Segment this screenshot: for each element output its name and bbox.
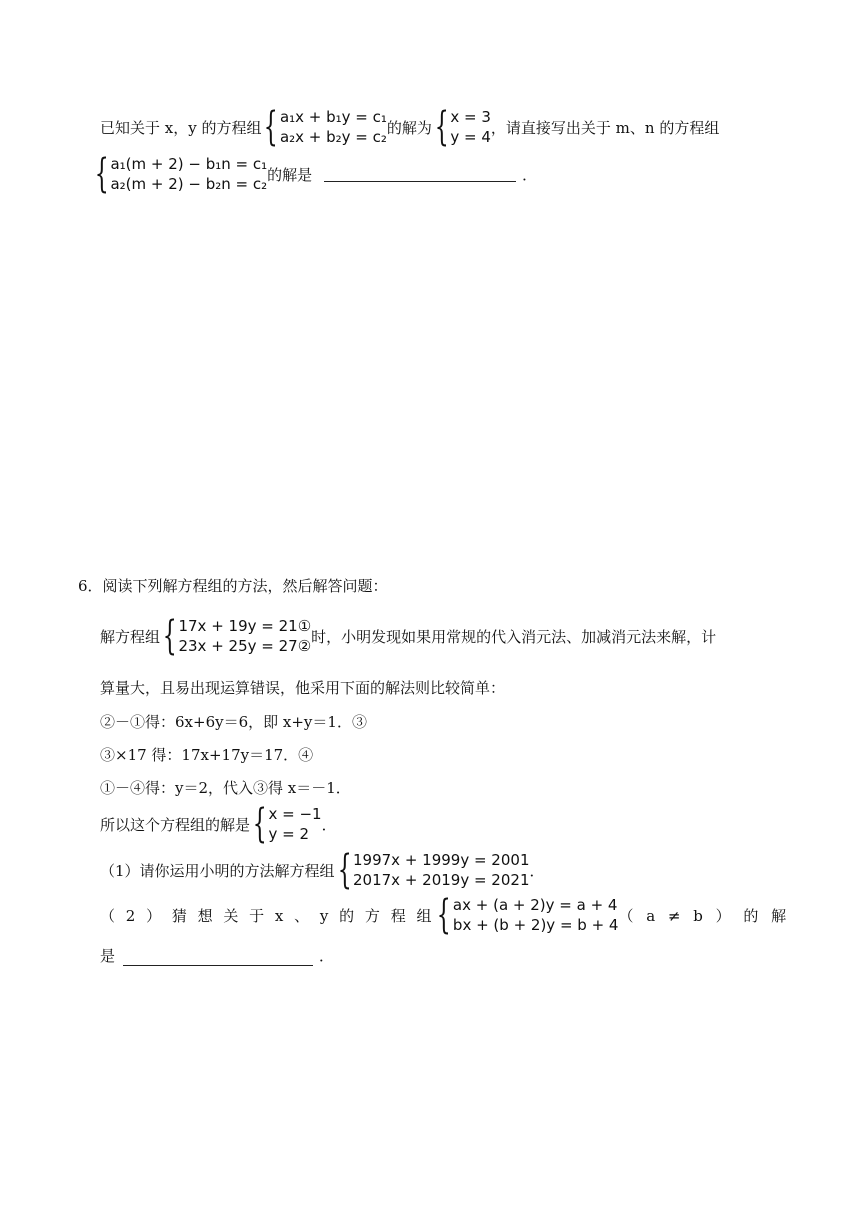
q6-result-text: 所以这个方程组的解是 [100, 815, 251, 834]
q6-answer-blank[interactable] [123, 951, 313, 966]
q5-system2-row2: y = 4 [450, 128, 491, 146]
q5-line1 [100, 104, 720, 150]
q6-result-line [100, 803, 337, 845]
q5-answer-blank[interactable] [324, 167, 516, 182]
brace-icon: { [437, 892, 452, 938]
brace-icon: { [434, 104, 449, 150]
q6-result-system [250, 801, 322, 847]
q5-system2 [432, 104, 491, 150]
q5-system2-row1: x = 3 [450, 108, 491, 126]
q6-part2-line2-text: 是 [100, 947, 116, 965]
brace-icon: { [264, 104, 279, 150]
q6-part2-cond: （ a ≠ b ） 的 解 [618, 906, 791, 925]
q6-part2-line2 [100, 945, 334, 966]
q6-part2-system [434, 892, 619, 938]
q6-step1: ②－①得：6x+6y＝6，即 x+y＝1．③ [100, 713, 367, 731]
q6-result-end: ． [321, 815, 337, 834]
q5-text3: ，请直接写出关于 m、n 的方程组 [490, 118, 720, 137]
q6-main-system-row2: 23x + 25y = 27② [178, 637, 312, 655]
q5-system3-row1: a₁(m + 2) − b₁n = c₁ [110, 155, 268, 173]
q6-line2: 算量大，且易出现运算错误，他采用下面的解法则比较简单： [100, 679, 506, 697]
q6-result-system-row1: x = −1 [268, 805, 322, 823]
q6-intro-a: 解方程组 [100, 627, 161, 646]
brace-icon: { [162, 613, 177, 659]
q5-text4: 的解是 [267, 165, 313, 184]
q6-part1-text: （1）请你运用小明的方法解方程组 [100, 861, 335, 880]
q6-main-system [160, 613, 312, 659]
q5-system1 [261, 104, 387, 150]
q6-result-system-row2: y = 2 [268, 825, 309, 843]
q6-intro-b: 时，小明发现如果用常规的代入消元法、加减消元法来解，计 [311, 627, 717, 646]
q6-part2-text: （ 2 ） 猜 想 关 于 x 、 y 的 方 程 组 [100, 906, 435, 925]
q5-system3 [92, 151, 268, 197]
q6-main-system-row1: 17x + 19y = 21① [178, 617, 312, 635]
q6-part1-end: ． [529, 861, 545, 880]
q5-system3-row2: a₂(m + 2) − b₂n = c₂ [110, 175, 268, 193]
q6-part2-end: ． [319, 947, 335, 965]
brace-icon: { [94, 151, 109, 197]
q6-step3: ①－④得：y＝2，代入③得 x＝－1． [100, 779, 351, 797]
q6-part1-system-row2: 2017x + 2019y = 2021 [353, 871, 530, 889]
brace-icon: { [337, 847, 352, 893]
q6-part1-system [335, 847, 530, 893]
q5-text1: 已知关于 x，y 的方程组 [100, 118, 262, 137]
q5-system1-row2: a₂x + b₂y = c₂ [279, 128, 387, 146]
q6-part1-system-row1: 1997x + 1999y = 2001 [353, 851, 530, 869]
q5-text2: 的解为 [386, 118, 432, 137]
q6-part2-line [100, 892, 791, 938]
q6-part1-line [100, 849, 545, 891]
brace-icon: { [252, 801, 267, 847]
q5-system1-row1: a₁x + b₁y = c₁ [279, 108, 387, 126]
q5-line2 [92, 153, 537, 195]
q5-period: ． [522, 165, 538, 184]
q6-part2-system-row2: bx + (b + 2)y = b + 4 [452, 916, 619, 934]
q6-step2: ③×17 得：17x+17y＝17．④ [100, 746, 314, 764]
q6-part2-system-row1: ax + (a + 2)y = a + 4 [452, 896, 618, 914]
q6-heading: 6．阅读下列解方程组的方法，然后解答问题： [78, 577, 388, 595]
q6-intro-line [100, 614, 716, 658]
